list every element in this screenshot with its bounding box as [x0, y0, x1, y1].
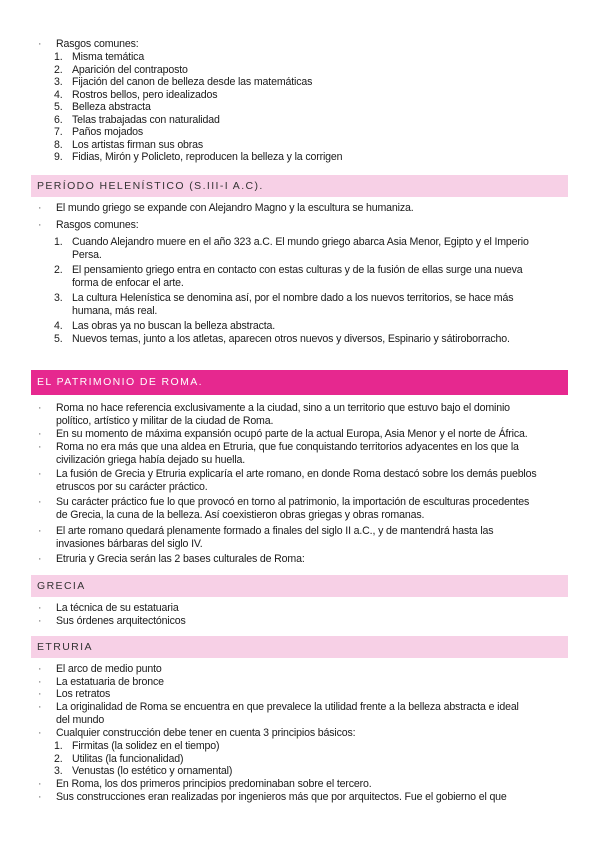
section-title: PERÍODO HELENÍSTICO (S.III-I A.C).: [37, 180, 264, 192]
section-header-grecia: [31, 575, 568, 597]
bullet-dot: ·: [38, 688, 42, 700]
bullet-dot: ·: [38, 790, 42, 803]
bullet-dot: ·: [38, 602, 42, 614]
section-header-etruria: [31, 636, 568, 658]
bullet-dot: ·: [38, 614, 42, 627]
bullet-dot: ·: [38, 219, 42, 231]
section-header-helenistico: [31, 175, 568, 197]
section-title: ETRURIA: [37, 641, 93, 653]
bullet-dot: ·: [38, 663, 42, 675]
section-header-roma: [31, 370, 568, 395]
document-page: · Rasgos comunes: 1. Misma temática 2. Aparición del contraposto 3. Fijación del canon de belleza desde las matemáticas 4. Rostros bellos, pero idealizados 5. Belleza abstracta 6. Telas trabajadas con naturalidad 7. Paños mojados 8. Los artistas firman sus obras 9. Fidias, Mirón y Policleto, reproducen la belleza y la corrigen PERÍODO HELENÍSTICO (S.III-I A.C). · El mundo griego se expande con Alejandro Magno y la escultura se humaniza. · Rasgos comunes: 1. Cuando Alejandro muere en el año 323 a.C. El mundo griego abarca Asia Menor, Egipto y el Imperio Persa. 2. El pensamiento griego entra en contacto con estas culturas y de la fusión de ellas surge una nueva forma de enfocar el arte. 3. La cultura Helenística se denomina así, por el nombre dado a los nuevos territorios, se hace más humana, más real. 4. Las obras ya no buscan la belleza abstracta. 5. Nuevos temas, junto a los atletas, aparecen otros nuevos y diversos, Espinario y sátiroborracho. EL PATRIMONIO DE ROMA. · Roma no hace referencia exclusivamente a la ciudad, sino a un territorio que estuvo bajo el dominio político, artístico y militar de la ciudad de Roma. · En su momento de máxima expansión ocupó parte de la actual Europa, Asia Menor y el norte de África. · Roma no era más que una aldea en Etruria, que fue conquistando territorios adyacentes en los que la civilización griega había dejado su huella. · La fusión de Grecia y Etruria explicaría el arte romano, en donde Roma destacó sobre los demás pueblos etruscos por su carácter práctico. · Su carácter práctico fue lo que provocó en torno al patrimonio, la importación de esculturas procedentes de Grecia, la cuna de la belleza. Así coexistieron obras griegas y obras romanas. · El arte romano quedará plenamente formado a finales del siglo II a.C., y de mantendrá hasta las invasiones bárbaras del siglo IV. · Etruria y Grecia serán las 2 bases culturales de Roma: GRECIA · La técnica de su estatuaria · Sus órdenes arquitectónicos ETRURIA · El arco de medio punto · La estatuaria de bronce · Los retratos · La originalidad de Roma se encuentra en que prevalece la utilidad frente a la belleza abstracta e ideal del mundo · Cualquier construcción debe tener en cuenta 3 principios básicos: 1. Firmitas (la solidez en el tiempo) 2. Utilitas (la funcionalidad) 3. Venustas (lo estético y ornamental) · En Roma, los dos primeros principios predominaban sobre el tercero. · Sus construcciones eran realizadas por ingenieros más que por arquitectos. Fue el gobierno el que: [0, 0, 601, 848]
bullet-dot: ·: [38, 727, 42, 739]
bullet-dot: ·: [38, 428, 42, 440]
bullet-dot: ·: [38, 402, 42, 414]
bullet-dot: ·: [38, 675, 42, 688]
bullet-dot: ·: [38, 38, 42, 50]
bullet-dot: ·: [38, 202, 42, 214]
bullet-dot: ·: [38, 778, 42, 790]
section-title: GRECIA: [37, 580, 86, 592]
bullet-dot: ·: [38, 468, 42, 480]
rasgos-intro: Rasgos comunes:: [56, 38, 139, 50]
section-title: EL PATRIMONIO DE ROMA.: [37, 376, 203, 388]
bullet-dot: ·: [38, 525, 42, 537]
bullet-dot: ·: [38, 701, 42, 713]
bullet-dot: ·: [38, 441, 42, 453]
bullet-dot: ·: [38, 496, 42, 508]
bullet-dot: ·: [38, 553, 42, 565]
